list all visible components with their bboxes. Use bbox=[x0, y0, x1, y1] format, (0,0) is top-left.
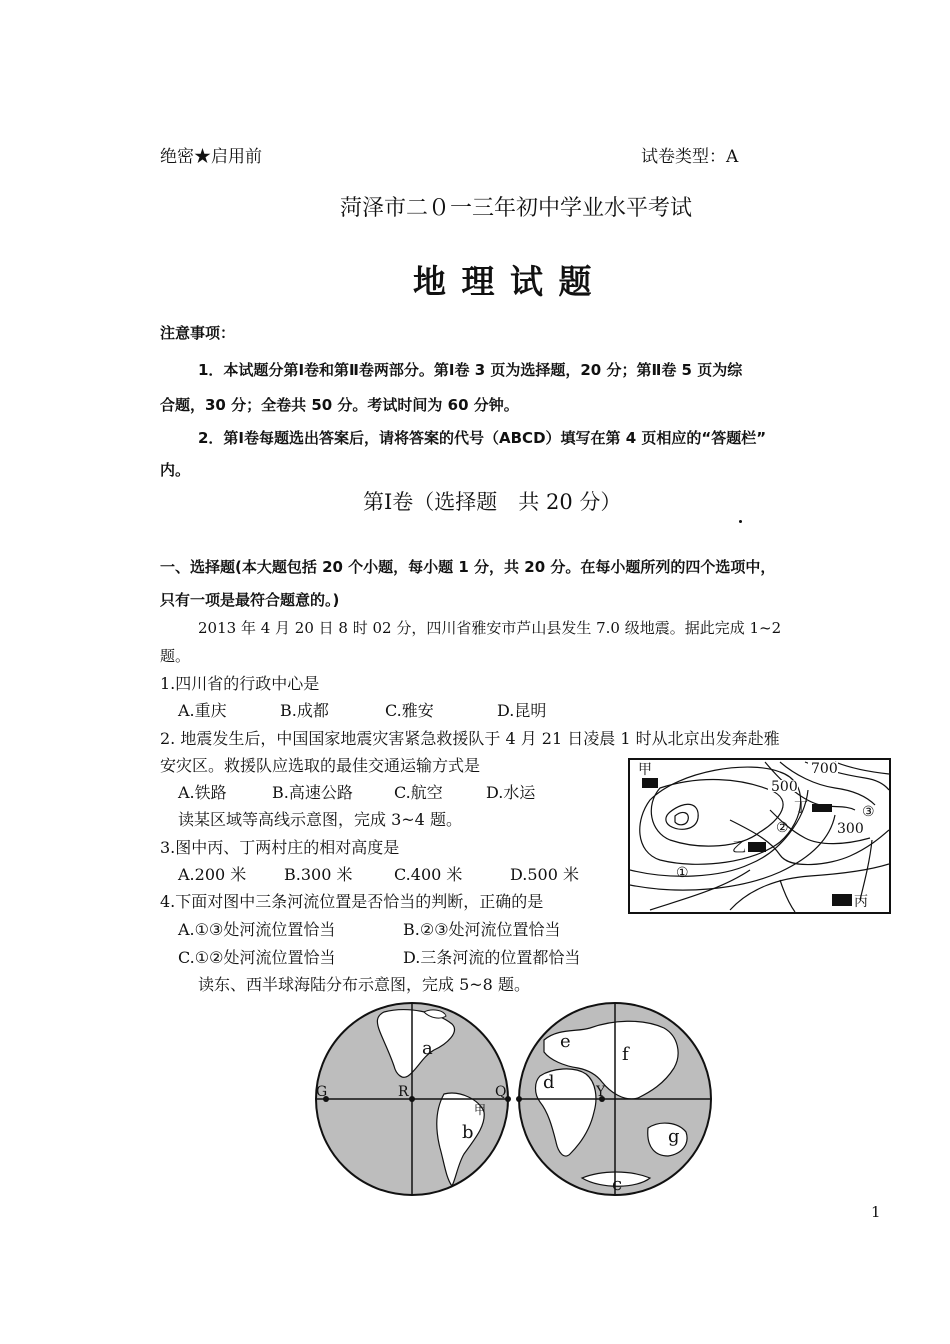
note-item-1-line-1: 1．本试题分第Ⅰ卷和第Ⅱ卷两部分。第Ⅰ卷 3 页为选择题，20 分；第Ⅱ卷 5 页为综 bbox=[198, 361, 743, 379]
question-4-option-b: B.②③处河流位置恰当 bbox=[403, 920, 561, 939]
question-1-option-b: B.成都 bbox=[280, 701, 329, 720]
stray-dot bbox=[739, 520, 742, 523]
notes-heading: 注意事项： bbox=[160, 324, 236, 342]
question-4-option-a: A.①③处河流位置恰当 bbox=[178, 920, 336, 939]
map-label-R: R bbox=[398, 1084, 409, 1100]
question-4-option-d: D.三条河流的位置都恰当 bbox=[403, 948, 581, 967]
question-2-stem-line-1: 2. 地震发生后，中国国家地震灾害紧急救援队于 4 月 21 日凌晨 1 时从北京出发奔赴雅 bbox=[160, 729, 780, 748]
confidential-label: 绝密★启用前 bbox=[160, 147, 262, 167]
contour-label-700: 700 bbox=[811, 761, 838, 777]
river-3-label: ③ bbox=[862, 804, 875, 820]
section-instruction-line-2: 只有一项是最符合题意的。) bbox=[160, 591, 340, 609]
note-item-1-line-2: 合题，30 分；全卷共 50 分。考试时间为 60 分钟。 bbox=[160, 396, 519, 414]
map-label-a: a bbox=[422, 1038, 433, 1059]
question-1-option-a: A.重庆 bbox=[178, 701, 227, 720]
question-3-option-d: D.500 米 bbox=[510, 865, 579, 884]
question-1-option-c: C.雅安 bbox=[385, 701, 434, 720]
question-3-option-c: C.400 米 bbox=[394, 865, 463, 884]
contour-label-300: 300 bbox=[837, 821, 864, 837]
question-2-option-b: B.高速公路 bbox=[272, 783, 353, 802]
village-jia-marker bbox=[642, 778, 658, 788]
map-label-Q: Q bbox=[495, 1084, 507, 1100]
map-label-jia: 甲 bbox=[474, 1103, 487, 1117]
section-instruction-line-1: 一、选择题(本大题包括 20 个小题，每小题 1 分，共 20 分。在每小题所列的四个选项中， bbox=[160, 558, 776, 576]
label-jia: 甲 bbox=[638, 762, 652, 778]
map-label-d: d bbox=[543, 1072, 555, 1093]
river-1-label: ① bbox=[676, 865, 689, 881]
contour-map-reading-prompt: 读某区域等高线示意图，完成 3~4 题。 bbox=[178, 810, 462, 829]
village-yi-marker bbox=[748, 842, 766, 852]
contour-map-figure bbox=[628, 758, 891, 914]
question-3-option-b: B.300 米 bbox=[284, 865, 353, 884]
subject-title: 地 理 试 题 bbox=[413, 262, 594, 301]
river-2-label: ② bbox=[776, 820, 789, 836]
hemisphere-map-figure bbox=[312, 1002, 716, 1200]
label-bing: 丙 bbox=[854, 894, 868, 910]
map-label-g: g bbox=[668, 1126, 680, 1147]
question-1-option-d: D.昆明 bbox=[497, 701, 547, 720]
question-2-option-d: D.水运 bbox=[486, 783, 536, 802]
question-4-option-c: C.①②处河流位置恰当 bbox=[178, 948, 336, 967]
map-label-b: b bbox=[462, 1122, 474, 1143]
map-label-G: G bbox=[316, 1084, 328, 1100]
question-2-option-c: C.航空 bbox=[394, 783, 443, 802]
question-3-option-a: A.200 米 bbox=[178, 865, 247, 884]
contour-label-500: 500 bbox=[771, 779, 798, 795]
note-item-2-line-2: 内。 bbox=[160, 461, 191, 479]
village-bing-marker bbox=[832, 894, 852, 906]
map-label-e: e bbox=[560, 1031, 571, 1052]
question-3-stem: 3.图中丙、丁两村庄的相对高度是 bbox=[160, 838, 400, 857]
label-yi: 乙 bbox=[732, 840, 746, 856]
label-ding: 丁 bbox=[794, 800, 808, 816]
question-4-stem: 4.下面对图中三条河流位置是否恰当的判断，正确的是 bbox=[160, 892, 544, 911]
question-2-option-a: A.铁路 bbox=[178, 783, 227, 802]
map-label-f: f bbox=[622, 1044, 629, 1065]
note-item-2-line-1: 2．第Ⅰ卷每题选出答案后，请将答案的代号（ABCD）填写在第 4 页相应的“答题栏” bbox=[198, 429, 767, 447]
paper-type-label: 试卷类型：A bbox=[641, 147, 739, 167]
question-2-stem-line-2: 安灾区。救援队应选取的最佳交通运输方式是 bbox=[160, 756, 481, 775]
earthquake-intro-line-2: 题。 bbox=[160, 647, 191, 665]
part-one-heading: 第Ⅰ卷（选择题 共 20 分） bbox=[363, 490, 622, 514]
earthquake-intro-line-1: 2013 年 4 月 20 日 8 时 02 分，四川省雅安市芦山县发生 7.0 级地震。据此完成 1~2 bbox=[198, 619, 782, 637]
question-1-stem: 1.四川省的行政中心是 bbox=[160, 674, 320, 693]
hemisphere-map-reading-prompt: 读东、西半球海陆分布示意图，完成 5~8 题。 bbox=[198, 975, 530, 994]
exam-title: 菏泽市二０一三年初中学业水平考试 bbox=[340, 196, 693, 221]
map-label-c: c bbox=[612, 1174, 623, 1195]
village-ding-marker bbox=[812, 804, 832, 812]
page-number: 1 bbox=[871, 1203, 881, 1221]
map-label-Y: Y bbox=[596, 1084, 606, 1100]
